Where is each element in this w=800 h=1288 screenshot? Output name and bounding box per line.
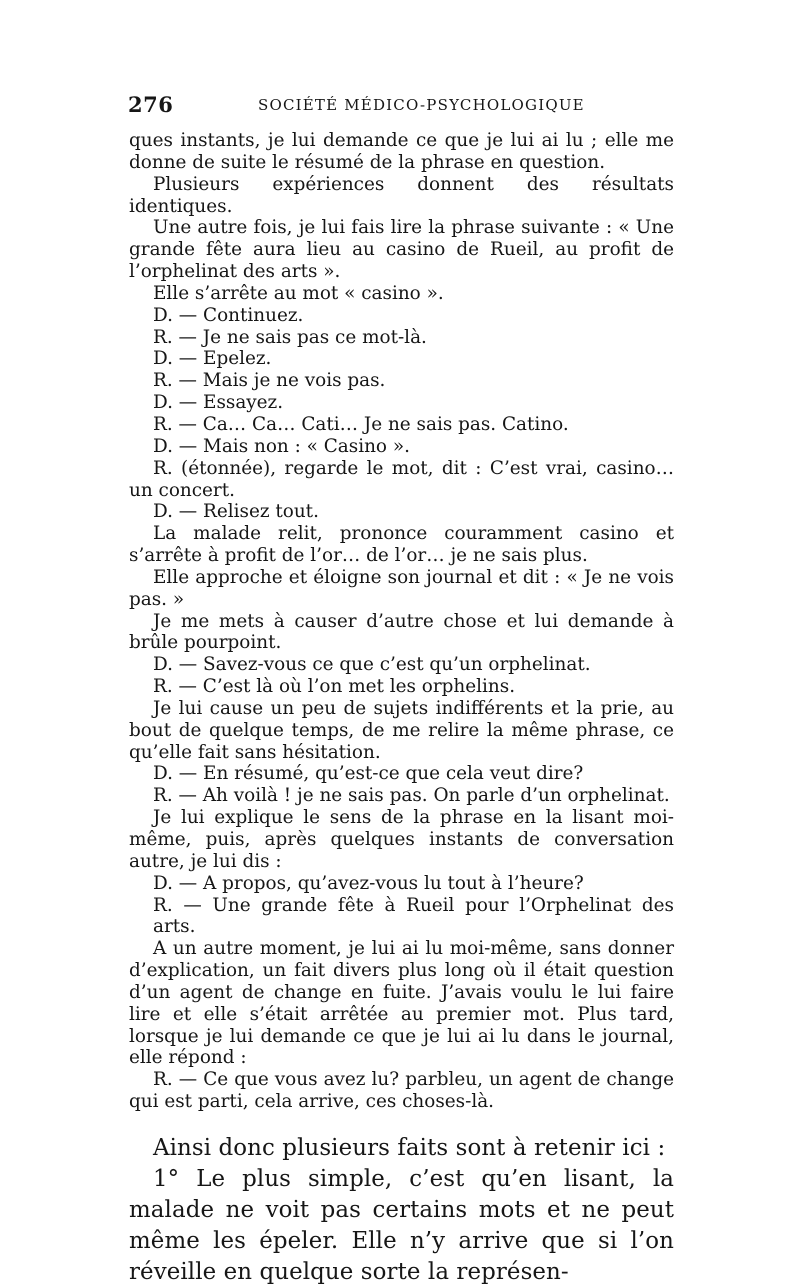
dialogue-line: D. — A propos, qu’avez-vous lu tout à l’heure?: [153, 872, 584, 894]
dialogue-line: R. — Mais je ne vois pas.: [153, 370, 386, 392]
paragraph: ques instants, je lui demande ce que je lui ai lu ; elle me donne de suite le résumé de la phrase en question.: [129, 130, 674, 173]
dialogue-line: R. — C’est là où l’on met les orphelins.: [153, 676, 516, 698]
paragraph: Plusieurs expériences donnent des résultats identiques.: [129, 173, 674, 217]
dialogue-line: D. — Relisez tout.: [153, 501, 319, 523]
paragraph: Je lui explique le sens de la phrase en la lisant moi-même, puis, après quelques instants de conversation autre, je lui dis :: [129, 807, 674, 872]
paragraph: Elle s’arrête au mot « casino ».: [153, 282, 444, 304]
page-number: 276: [128, 92, 174, 117]
dialogue-line: R. — Une grande fête à Rueil pour l’Orphelinat des arts.: [153, 894, 674, 938]
dialogue-line: D. — Continuez.: [153, 304, 304, 326]
dialogue-line: R. — Ah voilà ! je ne sais pas. On parle d’un orphelinat.: [153, 785, 670, 807]
dialogue-line: D. — Essayez.: [153, 392, 284, 414]
running-title: SOCIÉTÉ MÉDICO-PSYCHOLOGIQUE: [258, 96, 585, 114]
page-body: [129, 130, 674, 1288]
paragraph: La malade relit, prononce couramment casino et s’arrête à profit de l’or… de l’or… je ne sais plus.: [129, 523, 674, 567]
paragraph: Une autre fois, je lui fais lire la phrase suivante : « Une grande fête aura lieu au casino de Rueil, au profit de l’orphelinat des arts ».: [129, 217, 674, 283]
dialogue-line: D. — En résumé, qu’est-ce que cela veut dire?: [153, 763, 584, 785]
paragraph: A un autre moment, je lui ai lu moi-même, sans donner d’explication, un fait divers plus long où il était question d’un agent de change en fuite. J’avais voulu le lui faire lire et elle s’était arrêtée au premier mot. Plus tard, lorsque je lui demande ce que je lui ai lu dans le journal, elle répond :: [129, 938, 674, 1069]
paragraph: Je lui cause un peu de sujets indifférents et la prie, au bout de quelque temps, de me relire la même phrase, ce qu’elle fait sans hésitation.: [129, 697, 674, 763]
paragraph: Elle approche et éloigne son journal et dit : « Je ne vois pas. »: [129, 566, 674, 610]
paragraph: 1° Le plus simple, c’est qu’en lisant, la malade ne voit pas certains mots et ne peut même les épeler. Elle n’y arrive que si l’on réveille en quelque sorte la représen-: [129, 1165, 674, 1285]
dialogue-line: D. — Mais non : « Casino ».: [153, 435, 410, 457]
section-gap: [129, 1113, 674, 1133]
page-header: [128, 92, 668, 122]
dialogue-line: D. — Savez-vous ce que c’est qu’un orphelinat.: [153, 654, 591, 676]
paragraph: Ainsi donc plusieurs faits sont à retenir ici :: [153, 1134, 666, 1161]
dialogue-line: R. — Ce que vous avez lu? parbleu, un agent de change qui est parti, cela arrive, ces choses-là.: [129, 1069, 674, 1113]
dialogue-line: D. — Epelez.: [153, 348, 272, 370]
dialogue-line: R. (étonnée), regarde le mot, dit : C’est vrai, casino… un concert.: [129, 457, 674, 501]
paragraph: Je me mets à causer d’autre chose et lui demande à brûle pourpoint.: [129, 610, 674, 654]
dialogue-line: R. — Je ne sais pas ce mot-là.: [153, 326, 427, 348]
dialogue-line: R. — Ca… Ca… Cati… Je ne sais pas. Catino.: [153, 413, 569, 435]
